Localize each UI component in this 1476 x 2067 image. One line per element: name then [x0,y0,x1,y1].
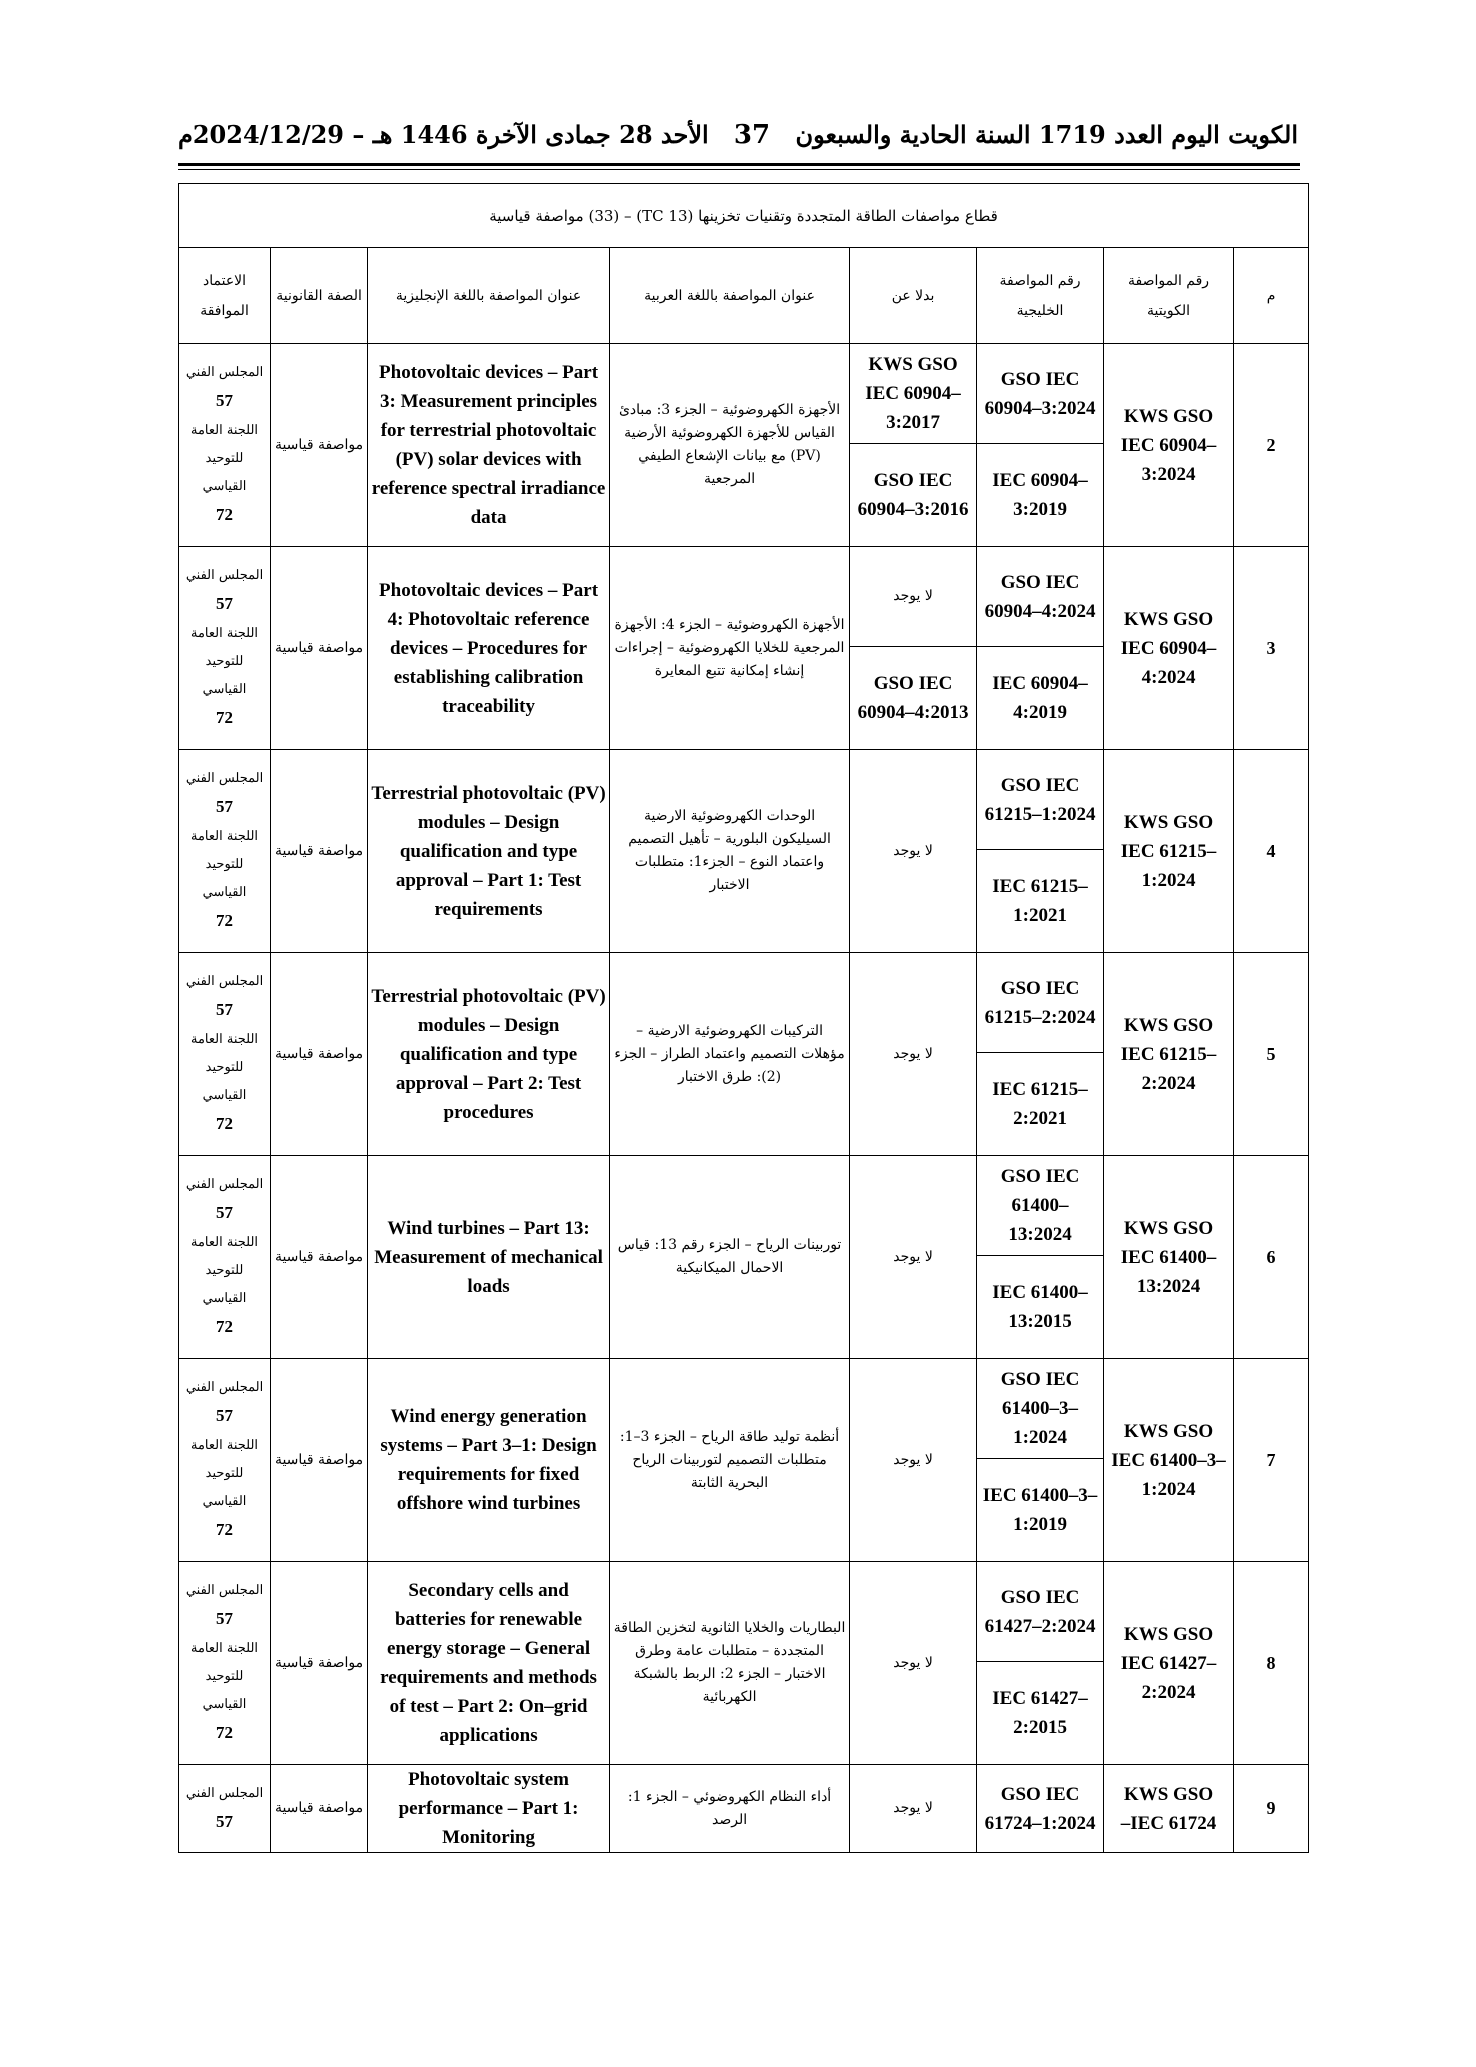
kws-code: KWS GSO IEC 61400–3–1:2024 [1104,1359,1234,1562]
approval-council: المجلس الفني [185,1177,264,1192]
approval-committee: اللجنة العامة للتوحيد القياسي [191,1235,259,1306]
title-arabic: توربينات الرياح – الجزء رقم 13: قياس الاحمال الميكانيكية [610,1156,850,1359]
approval [179,1156,271,1359]
approval-council-number: 57 [216,1406,234,1425]
gso-code-ref: IEC 61400–13:2015 [977,1256,1104,1359]
instead-of: لا يوجد [850,1359,977,1562]
legal-status: مواصفة قياسية [271,344,368,547]
gso-code: GSO IEC 61400–3–1:2024 [977,1359,1104,1459]
approval-council: المجلس الفني [185,1583,264,1598]
table-row [179,1359,1309,1459]
kws-code: KWS GSO IEC 61215–2:2024 [1104,953,1234,1156]
title-arabic: التركيبات الكهروضوئية الارضية – مؤهلات التصميم واعتماد الطراز – الجزء (2): طرق الاختبار [610,953,850,1156]
gso-code: GSO IEC 61400–13:2024 [977,1156,1104,1256]
approval-council: المجلس الفني [185,1785,264,1801]
table-row [179,547,1309,647]
kws-code: KWS GSO IEC 61427–2:2024 [1104,1562,1234,1765]
title-arabic: الأجهزة الكهروضوئية – الجزء 3: مبادئ القياس للأجهزة الكهروضوئية الأرضية (PV) مع بيانات الإشعاع الطيفي المرجعية [610,344,850,547]
approval-committee-number: 72 [216,911,234,930]
gso-code-ref: IEC 61215–1:2021 [977,850,1104,953]
gso-code-ref: IEC 61427–2:2015 [977,1662,1104,1765]
table-row [179,1765,1309,1853]
approval [179,1765,271,1853]
approval-council-number: 57 [216,797,234,816]
col-header-gso: رقم المواصفة الخليجية [977,248,1104,344]
gso-code-ref: IEC 60904–3:2019 [977,444,1104,547]
approval-committee: اللجنة العامة للتوحيد القياسي [191,1032,259,1103]
title-english: Terrestrial photovoltaic (PV) modules – Design qualification and type approval – Part 2: Test procedures [368,953,610,1156]
approval-council: المجلس الفني [185,974,264,989]
approval-committee: اللجنة العامة للتوحيد القياسي [191,626,259,697]
gso-code: GSO IEC 61724–1:2024 [977,1765,1104,1853]
approval-council: المجلس الفني [185,771,264,786]
row-number: 5 [1234,953,1309,1156]
col-header-title-en: عنوان المواصفة باللغة الإنجليزية [368,248,610,344]
row-number: 9 [1234,1765,1309,1853]
instead-of: KWS GSO IEC 60904–3:2017 [850,344,977,444]
instead-of-2: GSO IEC 60904–4:2013 [850,647,977,750]
instead-of: لا يوجد [850,750,977,953]
gso-code-ref: IEC 61215–2:2021 [977,1053,1104,1156]
instead-of: لا يوجد [850,1562,977,1765]
gso-code-ref: IEC 60904–4:2019 [977,647,1104,750]
col-header-m: م [1234,248,1309,344]
title-english: Wind energy generation systems – Part 3–1: Design requirements for fixed offshore wind turbines [368,1359,610,1562]
approval-committee-number: 72 [216,1723,234,1742]
instead-of: لا يوجد [850,1765,977,1853]
legal-status: مواصفة قياسية [271,750,368,953]
legal-status: مواصفة قياسية [271,1359,368,1562]
approval-council-number: 57 [216,391,234,410]
approval-council: المجلس الفني [185,365,264,380]
kws-code: KWS GSO IEC 60904–4:2024 [1104,547,1234,750]
approval-committee-number: 72 [216,708,234,727]
title-english: Photovoltaic system performance – Part 1: Monitoring [368,1765,610,1853]
gso-code: GSO IEC 61427–2:2024 [977,1562,1104,1662]
title-arabic: الأجهزة الكهروضوئية – الجزء 4: الأجهزة المرجعية للخلايا الكهروضوئية – إجراءات إنشاء إمكانية تتبع المعايرة [610,547,850,750]
legal-status: مواصفة قياسية [271,1765,368,1853]
approval-council-number: 57 [216,1811,234,1831]
gso-code: GSO IEC 61215–2:2024 [977,953,1104,1053]
legal-status: مواصفة قياسية [271,547,368,750]
approval-council: المجلس الفني [185,568,264,583]
instead-of-2: GSO IEC 60904–3:2016 [850,444,977,547]
legal-status: مواصفة قياسية [271,1156,368,1359]
table-row [179,1156,1309,1256]
gso-code: GSO IEC 60904–4:2024 [977,547,1104,647]
row-number: 3 [1234,547,1309,750]
row-number: 7 [1234,1359,1309,1562]
kws-code: KWS GSO IEC 61724– [1104,1765,1234,1853]
title-arabic: أداء النظام الكهروضوئي – الجزء 1: الرصد [610,1765,850,1853]
gso-code-ref: IEC 61400–3–1:2019 [977,1459,1104,1562]
table-header-row [179,248,1309,344]
legal-status: مواصفة قياسية [271,953,368,1156]
approval-committee-number: 72 [216,1317,234,1336]
approval-committee: اللجنة العامة للتوحيد القياسي [191,423,259,494]
title-english: Wind turbines – Part 13: Measurement of mechanical loads [368,1156,610,1359]
kws-code: KWS GSO IEC 61400–13:2024 [1104,1156,1234,1359]
title-arabic: البطاريات والخلايا الثانوية لتخزين الطاقة المتجددة – متطلبات عامة وطرق الاختبار – الجزء 2: الربط بالشبكة الكهربائية [610,1562,850,1765]
row-number: 2 [1234,344,1309,547]
instead-of: لا يوجد [850,547,977,647]
col-header-legal: الصفة القانونية [271,248,368,344]
row-number: 6 [1234,1156,1309,1359]
table-row [179,953,1309,1053]
gso-code: GSO IEC 61215–1:2024 [977,750,1104,850]
approval [179,344,271,547]
approval-council-number: 57 [216,1000,234,1019]
title-english: Photovoltaic devices – Part 4: Photovoltaic reference devices – Procedures for establishing calibration traceability [368,547,610,750]
approval-council-number: 57 [216,1203,234,1222]
approval-council-number: 57 [216,1609,234,1628]
title-arabic: أنظمة توليد طاقة الرياح – الجزء 3–1: متطلبات التصميم لتوربينات الرياح البحرية الثابتة [610,1359,850,1562]
approval [179,750,271,953]
title-english: Photovoltaic devices – Part 3: Measurement principles for terrestrial photovoltaic (PV) solar devices with reference spectral irradiance data [368,344,610,547]
title-english: Terrestrial photovoltaic (PV) modules – Design qualification and type approval – Part 1: Test requirements [368,750,610,953]
approval-committee-number: 72 [216,505,234,524]
approval-committee: اللجنة العامة للتوحيد القياسي [191,1641,259,1712]
standards-table [178,183,1309,1853]
header-rule-thin [178,169,1300,170]
approval-committee-number: 72 [216,1114,234,1133]
approval [179,953,271,1156]
approval-committee-number: 72 [216,1520,234,1539]
page-number: 37 [733,120,771,150]
header-rule-thick [178,163,1300,166]
kws-code: KWS GSO IEC 60904–3:2024 [1104,344,1234,547]
gazette-issue-info: الكويت اليوم العدد 1719 السنة الحادية والسبعون [795,120,1298,149]
col-header-approval: الاعتماد الموافقة [179,248,271,344]
approval-committee: اللجنة العامة للتوحيد القياسي [191,829,259,900]
approval-committee: اللجنة العامة للتوحيد القياسي [191,1438,259,1509]
legal-status: مواصفة قياسية [271,1562,368,1765]
instead-of: لا يوجد [850,1156,977,1359]
table-caption: قطاع مواصفات الطاقة المتجددة وتقنيات تخزينها (TC 13) – (33) مواصفة قياسية [179,184,1309,248]
approval-council: المجلس الفني [185,1380,264,1395]
col-header-instead: بدلا عن [850,248,977,344]
kws-code: KWS GSO IEC 61215–1:2024 [1104,750,1234,953]
approval-council-number: 57 [216,594,234,613]
title-english: Secondary cells and batteries for renewable energy storage – General requirements and methods of test – Part 2: On–grid applications [368,1562,610,1765]
col-header-title-ar: عنوان المواصفة باللغة العربية [610,248,850,344]
title-arabic: الوحدات الكهروضوئية الارضية السيليكون البلورية – تأهيل التصميم واعتماد النوع – الجزء1: متطلبات الاختبار [610,750,850,953]
approval [179,1562,271,1765]
approval [179,547,271,750]
row-number: 4 [1234,750,1309,953]
approval [179,1359,271,1562]
instead-of: لا يوجد [850,953,977,1156]
issue-date: الأحد 28 جمادى الآخرة 1446 هـ – 2024/12/29م [178,120,709,149]
table-row [179,344,1309,444]
row-number: 8 [1234,1562,1309,1765]
table-row [179,750,1309,850]
col-header-kws: رقم المواصفة الكويتية [1104,248,1234,344]
table-row [179,1562,1309,1662]
gso-code: GSO IEC 60904–3:2024 [977,344,1104,444]
